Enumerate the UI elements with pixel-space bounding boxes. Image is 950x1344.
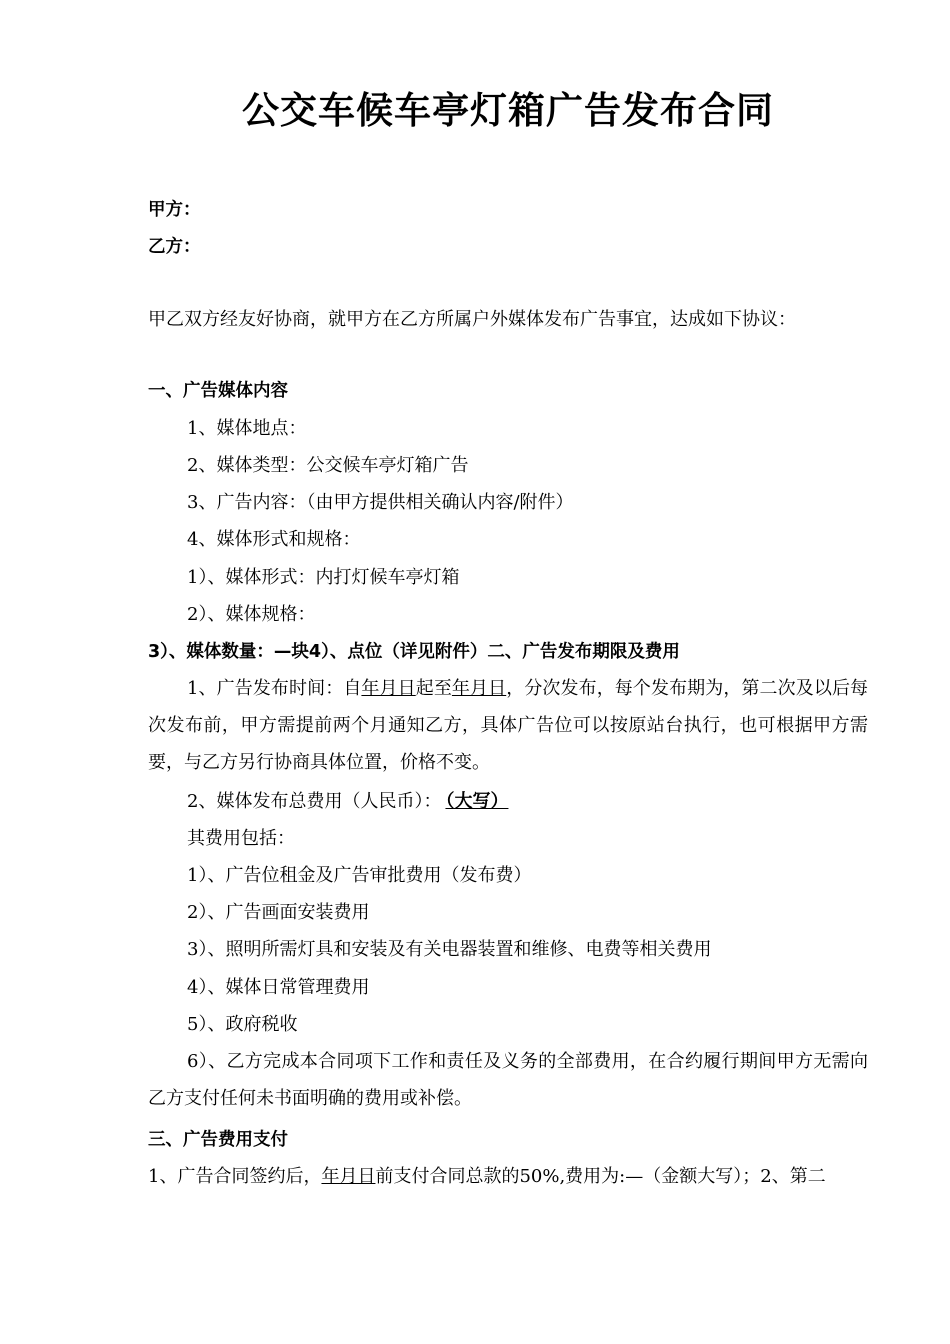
section1-item: 4、媒体形式和规格：: [187, 529, 361, 550]
text-span: ，分次发布，每个发布期为，第二次及以后每次发布前，甲方需提前两个月通知乙方，具体广告位可以按原站台执行，也可根据甲方需要，与乙方另行协商具体位置，价格不变。: [148, 678, 869, 773]
section1-item: 1）、媒体形式：内打灯候车亭灯箱: [187, 567, 460, 588]
text-span: 前支付合同总款的50%,费用为:—（金额大写）；2、第二: [375, 1166, 826, 1187]
text-span: 起至: [415, 678, 452, 699]
intro-paragraph: 甲乙双方经友好协商，就甲方在乙方所属户外媒体发布广告事宜，达成如下协议：: [148, 309, 796, 330]
section2-paragraph-2: [187, 789, 518, 815]
party-b-label: 乙方：: [148, 237, 201, 257]
fee-item-6: 6）、乙方完成本合同项下工作和责任及义务的全部费用，在合约履行期间甲方无需向乙方支付任何未书面明确的费用或补偿。: [148, 1051, 868, 1109]
section1-mixed-line: 3）、媒体数量：—块4）、点位（详见附件）二、广告发布期限及费用: [148, 642, 680, 662]
text-span: 1、广告合同签约后，: [148, 1166, 322, 1187]
text-span: 1、广告发布时间：自: [187, 678, 362, 699]
section1-item: 3、广告内容：（由甲方提供相关确认内容/附件）: [187, 492, 574, 513]
date-blank: 年月日: [451, 678, 507, 699]
fee-item: 3）、照明所需灯具和安装及有关电器装置和维修、电费等相关费用: [187, 939, 712, 960]
section1-item: 2、媒体类型：公交候车亭灯箱广告: [187, 455, 469, 476]
party-a-label: 甲方：: [148, 200, 201, 220]
section3-paragraph-1: [148, 1164, 826, 1190]
fee-item: 4）、媒体日常管理费用: [187, 977, 370, 998]
amount-blank: （大写）: [445, 791, 509, 812]
section1-item: 2）、媒体规格：: [187, 604, 316, 625]
date-blank: 年月日: [361, 678, 416, 699]
section1-heading: 一、广告媒体内容: [148, 381, 288, 401]
fee-item: 5）、政府税收: [187, 1014, 298, 1035]
section1-item: 1、媒体地点：: [187, 418, 307, 439]
section3-heading: 三、广告费用支付: [148, 1130, 288, 1150]
contract-title: 公交车候车亭灯箱广告发布合同: [242, 89, 774, 132]
fees-includes-label: 其费用包括：: [187, 828, 295, 849]
fee-item: 1）、广告位租金及广告审批费用（发布费）: [187, 865, 532, 886]
date-blank: 年月日: [321, 1166, 376, 1187]
section2-paragraph-1: [148, 670, 868, 781]
fee-item: 2）、广告画面安装费用: [187, 902, 370, 923]
text-span: 2、媒体发布总费用（人民币）：: [187, 791, 442, 812]
